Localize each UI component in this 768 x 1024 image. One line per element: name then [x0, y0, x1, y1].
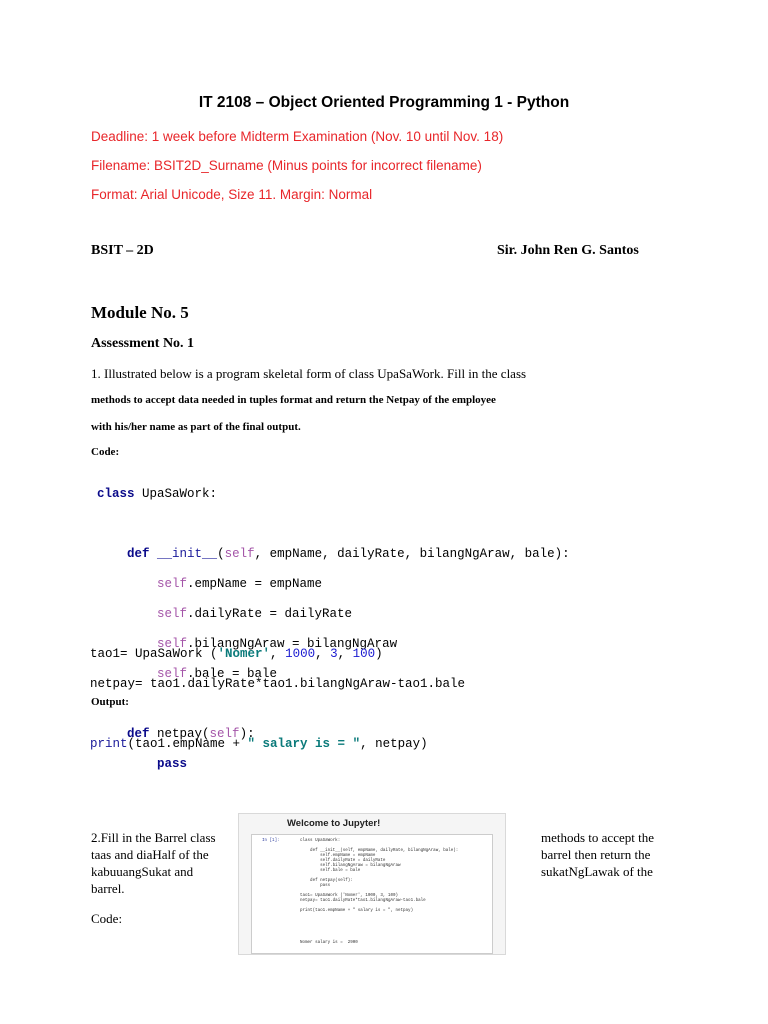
- question2-right-text: [541, 829, 681, 880]
- code-line: netpay= tao1.dailyRate*tao1.bilangNgAraw-tao1.bale: [90, 677, 466, 691]
- filename-line: Filename: BSIT2D_Surname (Minus points for incorrect filename): [91, 158, 482, 173]
- deadline-line: Deadline: 1 week before Midterm Examination (Nov. 10 until Nov. 18): [91, 129, 504, 144]
- question1-line1: 1. Illustrated below is a program skeletal form of class UpaSaWork. Fill in the class: [91, 366, 527, 381]
- code-line: [90, 707, 465, 722]
- question2-right-line1: methods to accept the: [541, 830, 654, 845]
- code-block-main: [90, 632, 465, 767]
- jupyter-screenshot: [238, 813, 506, 955]
- code-line: [97, 517, 570, 532]
- code-line: class UpaSaWork:: [97, 487, 218, 501]
- question1-line2: methods to accept data needed in tuples format and return the Netpay of the employee: [91, 394, 496, 406]
- jupyter-prompt: In [1]:: [262, 839, 280, 843]
- question2-right-line3: sukatNgLawak of the: [541, 864, 653, 879]
- question2-code-label: Code:: [91, 911, 123, 926]
- code-label: Code:: [91, 446, 120, 458]
- jupyter-cell: [251, 834, 493, 954]
- question2-left-text: [91, 829, 231, 897]
- code-line: self.bilangNgAraw = bilangNgAraw: [157, 637, 398, 651]
- code-line: def netpay(self):: [127, 727, 255, 741]
- question2-left-line3: kabuuangSukat and: [91, 864, 194, 879]
- question2-left-line4: barrel.: [91, 881, 125, 896]
- question2-right-line2: barrel then return the: [541, 847, 651, 862]
- output-label: Output:: [91, 696, 129, 708]
- jupyter-code: class UpaSaWork: def __init__(self, empName, dailyRate, bilangNgAraw, bale): self.empName = empName self.dailyRate = dailyRate self.bilangNgAraw = bilangNgAraw self.bale = bale def netpay(self): pass tao1= UpaSaWork ('Nomer', 1000, 3, 100) netpay= tao1.dailyRate*tao1.bilangNgAraw-tao1.bale print(tao1.empName + " salary is = ", netpay): [300, 839, 459, 913]
- jupyter-title: Welcome to Jupyter!: [287, 818, 381, 829]
- question2-left-line1: 2.Fill in the Barrel class: [91, 830, 216, 845]
- module-title: Module No. 5: [91, 303, 189, 322]
- code-line: self.dailyRate = dailyRate: [157, 607, 353, 621]
- assessment-title: Assessment No. 1: [91, 336, 195, 351]
- code-line: self.empName = empName: [157, 577, 323, 591]
- code-line: print(tao1.empName + " salary is = ", netpay): [90, 737, 428, 751]
- jupyter-output: Nomer salary is = 2900: [300, 941, 358, 945]
- code-line: def __init__(self, empName, dailyRate, bilangNgAraw, bale):: [127, 547, 570, 561]
- section-label: BSIT – 2D: [91, 243, 154, 258]
- code-line: pass: [157, 757, 188, 771]
- code-line: self.bale = bale: [157, 667, 278, 681]
- question2-left-line2: taas and diaHalf of the: [91, 847, 209, 862]
- question1-line3: with his/her name as part of the final output.: [91, 421, 301, 433]
- instructor-name: Sir. John Ren G. Santos: [497, 243, 639, 258]
- code-line: tao1= UpaSaWork ('Nomer', 1000, 3, 100): [90, 647, 383, 661]
- document-title: IT 2108 – Object Oriented Programming 1 - Python: [198, 94, 570, 111]
- format-line: Format: Arial Unicode, Size 11. Margin: Normal: [91, 187, 373, 202]
